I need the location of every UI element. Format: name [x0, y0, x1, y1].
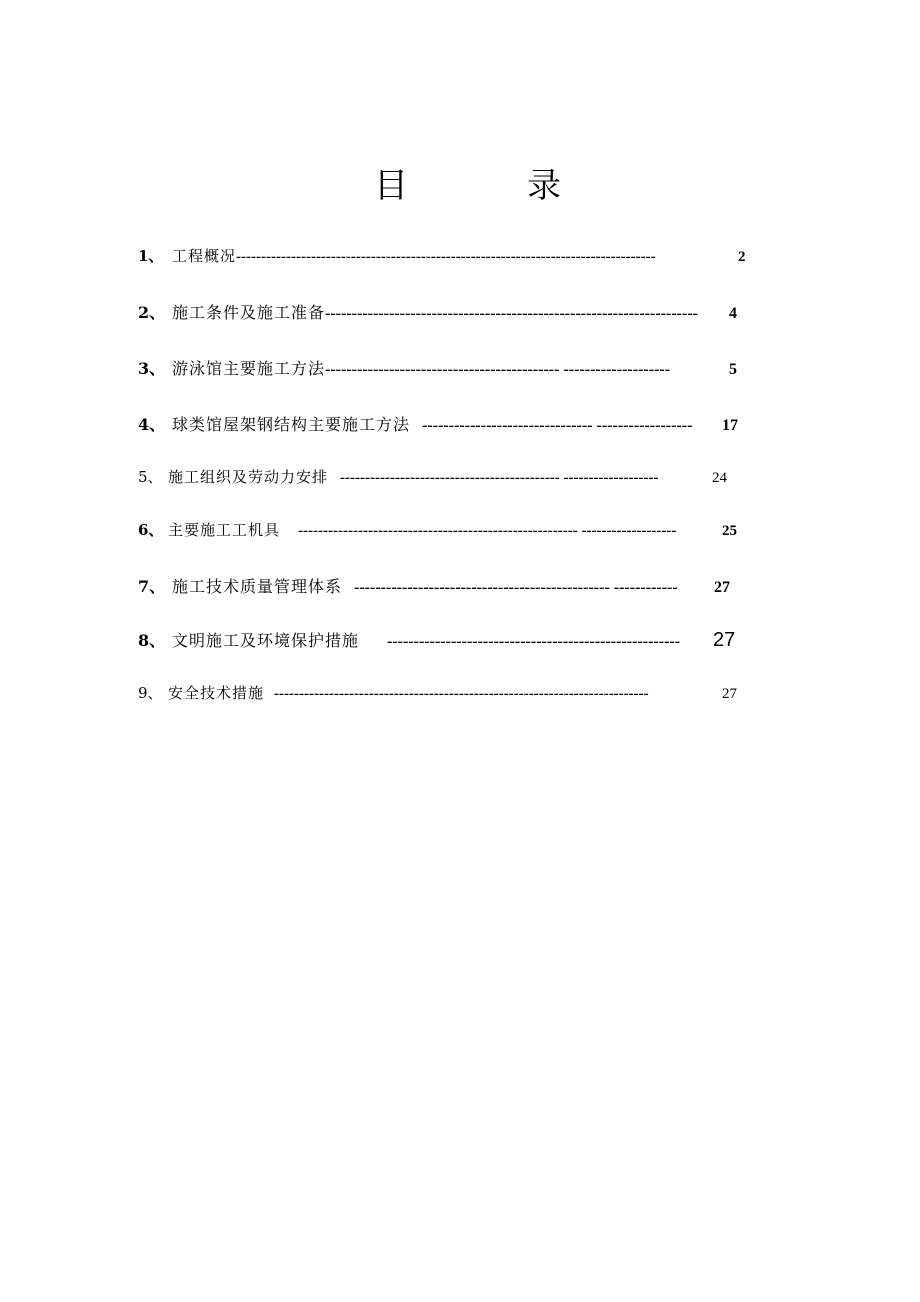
toc-entry-1[interactable]	[138, 245, 746, 266]
toc-entry-number: 2、	[138, 303, 166, 322]
toc-entry-label: 安全技术措施	[168, 684, 265, 702]
toc-entry-7[interactable]	[138, 574, 730, 597]
toc-entry-leader: -------------------------------------------- --------------------	[325, 361, 671, 378]
toc-entry-number: 1、	[138, 247, 164, 265]
toc-entry-label: 施工组织及劳动力安排	[168, 468, 329, 486]
toc-entry-3[interactable]	[138, 356, 737, 379]
toc-entry-number: 7、	[138, 577, 166, 596]
toc-title-char-1: 目	[374, 166, 408, 206]
toc-entry-page: 17	[722, 417, 739, 434]
toc-entry-leader: ----------------------------------------------------------------------	[325, 305, 698, 322]
toc-entry-6[interactable]	[138, 519, 737, 540]
toc-entry-5[interactable]	[138, 466, 727, 487]
toc-entry-number: 3、	[138, 359, 166, 378]
toc-title-char-2: 录	[527, 166, 561, 206]
toc-entry-number: 8、	[138, 631, 166, 650]
toc-entry-label: 文明施工及环境保护措施	[172, 631, 360, 650]
toc-entry-page: 27	[713, 629, 736, 651]
toc-entry-leader: -------------------------------------------- -------------------	[340, 470, 659, 486]
toc-entry-label: 游泳馆主要施工方法	[172, 359, 326, 378]
toc-entry-leader: ---------------------------------------------------------------------------	[274, 686, 649, 702]
toc-entry-number: 9、	[138, 684, 163, 702]
toc-entry-leader: ------------------------------------------------------------------------------------	[236, 249, 656, 265]
toc-entry-4[interactable]	[138, 412, 738, 435]
toc-entry-9[interactable]	[138, 682, 737, 703]
toc-entry-label: 施工技术质量管理体系	[172, 577, 343, 596]
toc-entry-leader: -------------------------------- ------------------	[422, 417, 693, 434]
toc-entry-page: 27	[714, 579, 731, 596]
toc-entry-2[interactable]	[138, 300, 737, 323]
toc-entry-label: 施工条件及施工准备	[172, 303, 326, 322]
toc-entry-page: 4	[729, 305, 738, 322]
toc-entry-label: 工程概况	[172, 247, 237, 265]
toc-entry-8[interactable]	[138, 628, 735, 652]
toc-entry-label: 主要施工工机具	[168, 521, 281, 539]
toc-entry-leader: ------------------------------------------------ ------------	[354, 579, 678, 596]
toc-entry-leader: -------------------------------------------------------- -------------------	[298, 523, 677, 539]
toc-entry-label: 球类馆屋架钢结构主要施工方法	[172, 415, 411, 434]
toc-entry-page: 25	[722, 523, 738, 539]
toc-entry-page: 5	[729, 361, 738, 378]
toc-entry-number: 5、	[138, 468, 163, 486]
toc-entry-page: 27	[722, 686, 738, 702]
toc-entry-leader: -------------------------------------------------------	[387, 633, 681, 650]
toc-entry-page: 24	[712, 470, 728, 486]
toc-entry-number: 4、	[138, 415, 166, 434]
toc-entry-page: 2	[738, 249, 746, 265]
toc-entry-number: 6、	[138, 521, 164, 539]
